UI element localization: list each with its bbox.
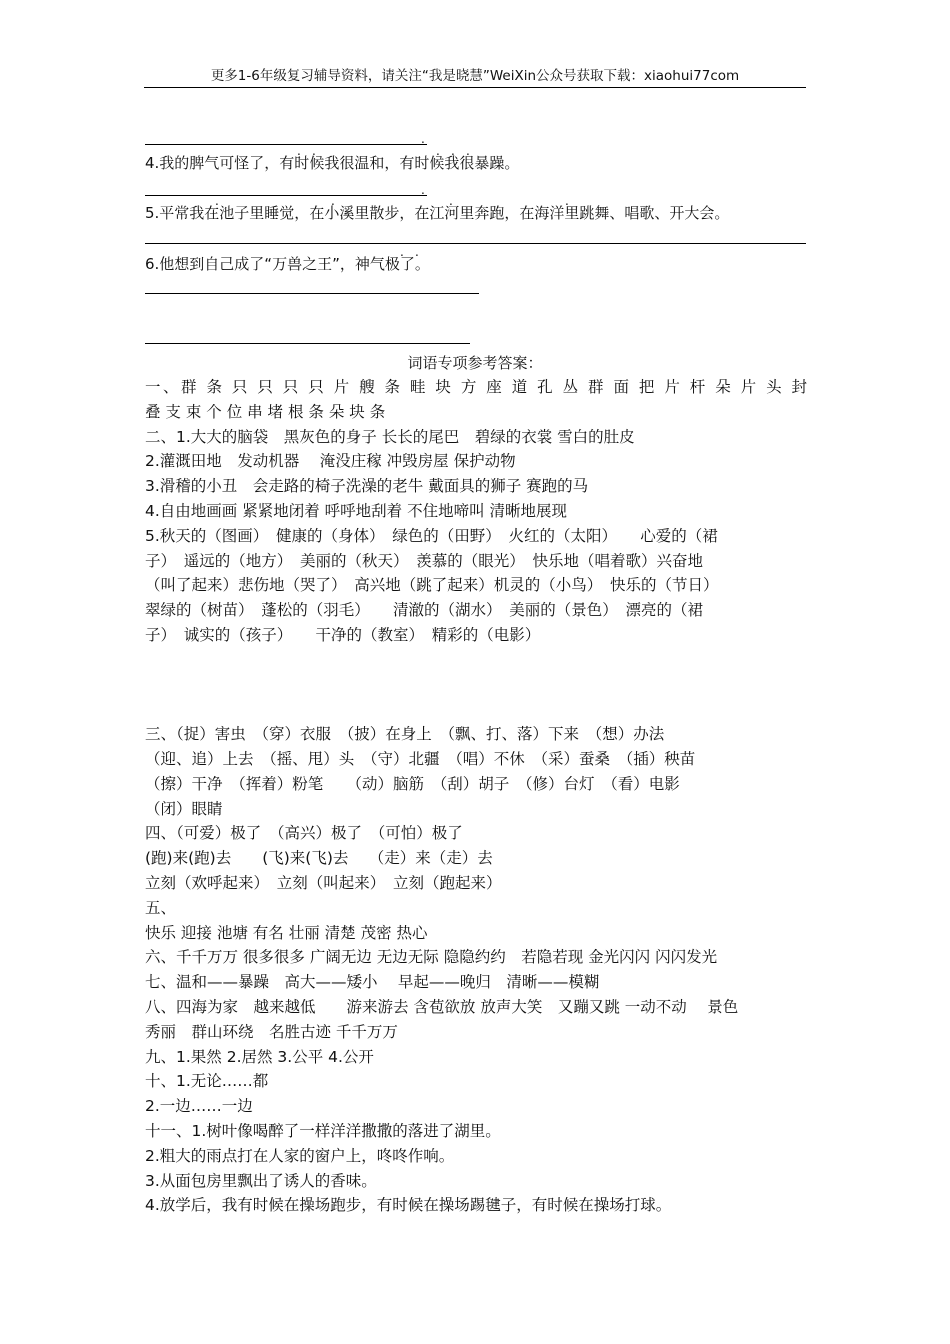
answer-line: 子） 遥远的（地方） 美丽的（秋天） 羡慕的（眼光） 快乐地（唱着歌）兴奋地 [145, 551, 704, 570]
emphasis-dot: . [312, 144, 316, 158]
answer-line: 子） 诚实的（孩子） 干净的（教室） 精彩的（电影） [145, 625, 541, 644]
answer-line: 4.自由地画画 紧紧地闭着 呼呼地刮着 不住地啼叫 清晰地展现 [145, 501, 567, 520]
answer-line: 五、 [145, 898, 177, 917]
answer-line: 八、四海为家 越来越低 游来游去 含苞欲放 放声大笑 又蹦又跳 一动不动 景色 [145, 997, 739, 1016]
answer-line: 九、1.果然 2.居然 3.公平 4.公开 [145, 1047, 374, 1066]
answer-line: 翠绿的（树苗） 蓬松的（羽毛） 清澈的（湖水） 美丽的（景色） 漂亮的（裙 [145, 601, 704, 620]
answer-line: （叫了起来）悲伤地（哭了） 高兴地（跳了起来）机灵的（小鸟） 快乐的（节日） [145, 576, 719, 595]
question-4: 4.我的脾气可怪了，有时候我很温和，有时候我很暴躁。 [145, 154, 520, 172]
answer-line: 3.滑稽的小丑 会走路的椅子洗澡的老牛 戴面具的狮子 赛跑的马 [145, 477, 589, 496]
answer-line: （闭）眼睛 [145, 799, 223, 818]
emphasis-dot: . [436, 144, 440, 158]
answer-line: 四、（可爱）极了 （高兴）极了 （可怕）极了 [145, 824, 463, 843]
emphasis-dot: . [400, 245, 404, 259]
answer-line: 二、1.大大的脑袋 黑灰色的身子 长长的尾巴 碧绿的衣裳 雪白的肚皮 [145, 427, 635, 446]
emphasis-dot: . [331, 194, 335, 208]
answer-line: (跑)来(跑)去 (飞)来(飞)去 （走）来（走）去 [145, 849, 493, 868]
answer-line: 5.秋天的（图画） 健康的（身体） 绿色的（田野） 火红的（太阳） 心爱的（裙 [145, 526, 718, 545]
emphasis-dot: . [297, 144, 301, 158]
emphasis-dot: . [421, 183, 425, 197]
emphasis-dot: . [565, 194, 569, 208]
answer-line: 2.灌溉田地 发动机器 淹没庄稼 冲毁房屋 保护动物 [145, 452, 516, 471]
emphasis-dot: . [451, 144, 455, 158]
question-6: 6.他想到自己成了“万兽之王”，神气极了。 [145, 255, 430, 273]
question-5: 5.平常我在池子里睡觉，在小溪里散步，在江河里奔跑，在海洋里跳舞、唱歌、开大会。 [145, 204, 730, 222]
answer-blank-line [145, 195, 427, 196]
answer-line: 十、1.无论……都 [145, 1072, 269, 1091]
header-divider [144, 87, 806, 88]
answer-line: （迎、追）上去 （摇、甩）头 （守）北疆 （唱）不休 （采）蚕桑 （插）秧苗 [145, 749, 696, 768]
answer-blank-line [145, 144, 427, 145]
answer-line: 叠 支 束 个 位 串 堵 根 条 朵 块 条 [145, 402, 386, 421]
answer-line: 2.一边……一边 [145, 1097, 253, 1116]
answer-line: 快乐 迎接 池塘 有名 壮丽 清楚 茂密 热心 [145, 923, 428, 942]
answer-line: 3.从面包房里飘出了诱人的香味。 [145, 1171, 377, 1190]
emphasis-dot: . [466, 144, 470, 158]
answer-key-title: 词语专项参考答案： [407, 354, 543, 372]
answer-blank-line [145, 343, 470, 344]
answer-blank-line [145, 293, 479, 294]
answer-key-body [145, 375, 807, 1218]
answer-line: 秀丽 群山环绕 名胜古迹 千千万万 [145, 1022, 398, 1041]
answer-line: 一、群 条 只 只 只 只 片 艘 条 畦 块 方 座 道 孔 丛 群 面 把 片 杆 朵 片 头 封 [145, 378, 807, 396]
answer-line: 4.放学后，我有时候在操场跑步，有时候在操场踢毽子，有时候在操场打球。 [145, 1196, 672, 1215]
answer-blank-line [145, 243, 806, 244]
answer-line: 七、温和——暴躁 高大——矮小 早起——晚归 清晰——模糊 [145, 973, 600, 992]
emphasis-dot: . [421, 132, 425, 146]
answer-line: 立刻（欢呼起来） 立刻（叫起来） 立刻（跑起来） [145, 873, 502, 892]
answer-line: （擦）干净 （挥着）粉笔 （动）脑筋 （刮）胡子 （修）台灯 （看）电影 [145, 774, 680, 793]
page-header: 更多1-6年级复习辅导资料，请关注“我是晓慧”WeiXin公众号获取下载：xiaohui77com [210, 68, 740, 84]
emphasis-dot: . [415, 245, 419, 259]
answer-line: 三、（捉）害虫 （穿）衣服 （披）在身上 （飘、打、落）下来 （想）办法 [145, 725, 665, 744]
blank-spacer [145, 648, 807, 722]
emphasis-dot: . [215, 194, 219, 208]
answer-line: 2.粗大的雨点打在人家的窗户上，咚咚作响。 [145, 1146, 455, 1165]
answer-line: 六、千千万万 很多很多 广阔无边 无边无际 隐隐约约 若隐若现 金光闪闪 闪闪发光 [145, 948, 718, 967]
emphasis-dot: . [449, 194, 453, 208]
answer-line: 十一、1.树叶像喝醉了一样洋洋撒撒的落进了湖里。 [145, 1121, 501, 1140]
